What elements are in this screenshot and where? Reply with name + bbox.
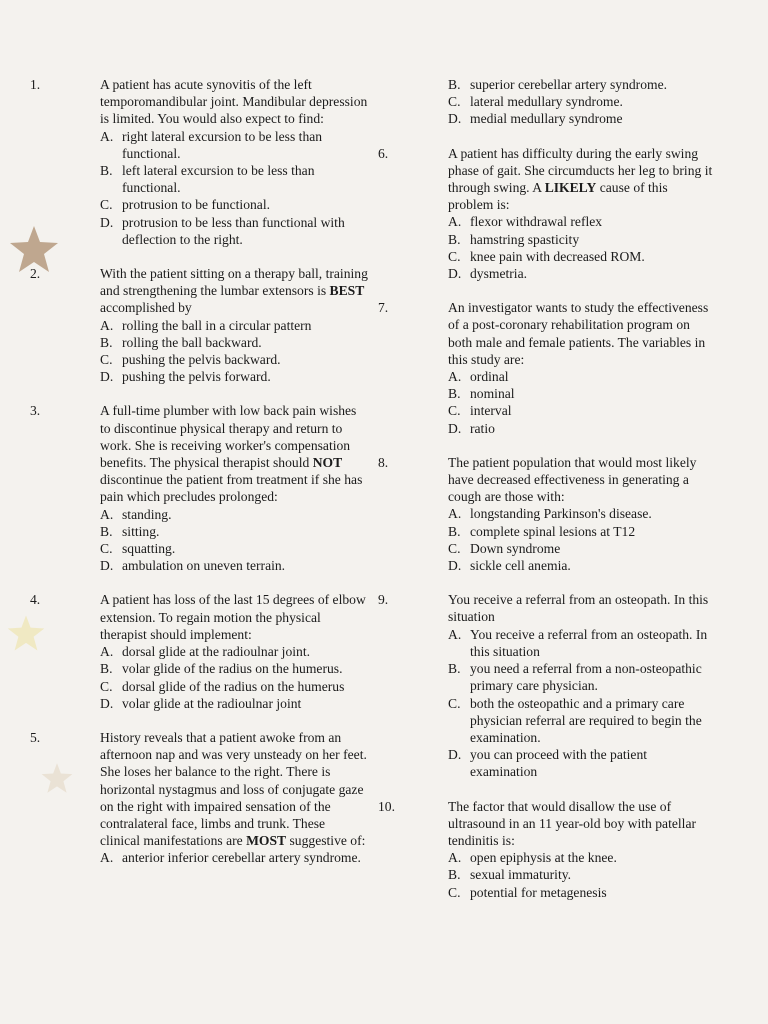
answer-option <box>100 506 368 523</box>
option-text: flexor withdrawal reflex <box>470 214 603 230</box>
answer-option <box>100 214 368 248</box>
option-text: dysmetria. <box>470 266 528 282</box>
answer-option <box>448 866 716 883</box>
answer-option <box>448 540 716 557</box>
answer-option <box>448 110 716 127</box>
left-column <box>30 76 368 884</box>
question-number: 1. <box>30 77 41 92</box>
stem-text: You receive a referral from an osteopath. In this situation <box>448 592 709 625</box>
option-letter: D. <box>448 111 462 127</box>
answer-option <box>100 162 368 196</box>
answer-option <box>448 76 716 93</box>
option-letter: C. <box>448 403 461 419</box>
question-1 <box>30 76 368 248</box>
option-text: Down syndrome <box>470 540 561 556</box>
option-letter: A. <box>448 626 462 642</box>
question-body <box>100 265 368 385</box>
question-7 <box>378 299 716 437</box>
option-text: volar glide at the radioulnar joint <box>122 695 302 711</box>
option-letter: B. <box>100 661 113 677</box>
question-4 <box>30 591 368 711</box>
question-2 <box>30 265 368 385</box>
option-text: pushing the pelvis forward. <box>122 369 271 385</box>
answer-option <box>448 695 716 747</box>
option-letter: D. <box>100 558 114 574</box>
question-stem <box>100 729 368 849</box>
question-body <box>100 729 368 867</box>
stem-text: cause of this problem is: <box>448 180 668 213</box>
answer-option <box>448 368 716 385</box>
stem-text: suggestive of: <box>286 833 366 849</box>
question-9 <box>378 591 716 780</box>
option-letter: D. <box>448 420 462 436</box>
option-text: squatting. <box>122 541 176 557</box>
option-text: ratio <box>470 420 495 436</box>
stem-text: accomplished by <box>100 300 192 316</box>
answer-option <box>448 884 716 901</box>
option-letter: D. <box>448 266 462 282</box>
question-5 <box>30 729 368 867</box>
option-letter: C. <box>448 248 461 264</box>
option-letter: B. <box>448 661 461 677</box>
stem-text: A full-time plumber with low back pain wishes to discontinue physical therapy and return to work. She is receiving worker's compensation benefits. The physical therapist should <box>100 403 357 471</box>
answer-option <box>100 351 368 368</box>
option-text: ordinal <box>470 369 509 385</box>
option-letter: D. <box>448 558 462 574</box>
emphasis-text: NOT <box>312 455 343 471</box>
option-text: potential for metagenesis <box>470 884 607 900</box>
question-body <box>448 798 716 901</box>
stem-text: With the patient sitting on a therapy ball, training and strengthening the lumbar extensors is <box>100 266 368 299</box>
option-text: pushing the pelvis backward. <box>122 352 281 368</box>
question-number: 8. <box>378 454 389 470</box>
question-stem <box>448 591 716 625</box>
answer-option <box>100 849 368 866</box>
answer-option <box>448 660 716 694</box>
option-letter: A. <box>100 644 114 660</box>
option-text: sitting. <box>122 523 160 539</box>
answer-option <box>448 420 716 437</box>
answer-option <box>448 213 716 230</box>
question-body <box>100 591 368 711</box>
answer-option <box>100 334 368 351</box>
stem-text: The factor that would disallow the use of ultrasound in an 11 year-old boy with patellar tendinitis is: <box>448 798 696 848</box>
option-letter: D. <box>100 695 114 711</box>
option-text: right lateral excursion to be less than functional. <box>122 128 323 161</box>
answer-option <box>100 523 368 540</box>
answer-option <box>100 557 368 574</box>
option-letter: D. <box>100 214 114 230</box>
option-letter: B. <box>448 523 461 539</box>
answer-option <box>448 505 716 522</box>
option-text: You receive a referral from an osteopath. In this situation <box>470 626 708 659</box>
option-text: sickle cell anemia. <box>470 558 571 574</box>
option-text: hamstring spasticity <box>470 231 580 247</box>
option-text: rolling the ball backward. <box>122 334 262 350</box>
answer-option <box>100 540 368 557</box>
question-body <box>448 145 716 283</box>
answer-option <box>448 746 716 780</box>
question-stem <box>448 299 716 368</box>
question-number: 10. <box>378 798 395 814</box>
option-letter: B. <box>448 77 461 92</box>
answer-option <box>448 248 716 265</box>
option-letter: B. <box>100 523 113 539</box>
option-letter: C. <box>448 540 461 556</box>
answer-option <box>100 128 368 162</box>
answer-option <box>448 523 716 540</box>
emphasis-text: BEST <box>329 283 365 299</box>
stem-text: History reveals that a patient awoke from an afternoon nap and was very unsteady on her feet. She loses her balance to the right. There is horizontal nystagmus and loss of conjugate gaze on the right with impaired sensation of the contralateral face, limbs and trunk. These clinical manifestations are <box>100 729 367 849</box>
option-letter: C. <box>448 94 461 110</box>
option-text: lateral medullary syndrome. <box>470 94 623 110</box>
option-letter: B. <box>448 386 461 402</box>
question-body <box>448 591 716 780</box>
option-letter: B. <box>448 867 461 883</box>
answer-option <box>448 849 716 866</box>
question-number: 7. <box>378 300 389 316</box>
answer-option <box>448 231 716 248</box>
question-stem <box>448 145 716 214</box>
option-text: sexual immaturity. <box>470 867 572 883</box>
option-text: medial medullary syndrome <box>470 111 623 127</box>
option-letter: C. <box>100 197 113 213</box>
option-text: both the osteopathic and a primary care physician referral are required to begin the examination. <box>470 695 702 745</box>
option-letter: A. <box>448 369 462 385</box>
answer-option <box>100 660 368 677</box>
question-6 <box>378 145 716 283</box>
question-10 <box>378 798 716 901</box>
answer-option <box>448 93 716 110</box>
question-stem <box>448 454 716 506</box>
stem-text: discontinue the patient from treatment if she has pain which precludes prolonged: <box>100 472 363 505</box>
question-number: 5. <box>30 729 41 745</box>
option-text: left lateral excursion to be less than functional. <box>122 163 315 196</box>
option-letter: A. <box>100 128 114 144</box>
option-text: rolling the ball in a circular pattern <box>122 317 312 333</box>
option-letter: C. <box>448 884 461 900</box>
option-letter: A. <box>448 850 462 866</box>
question-3 <box>30 402 368 574</box>
stem-text: A patient has loss of the last 15 degrees of elbow extension. To regain motion the physical therapist should implement: <box>100 592 366 642</box>
question-5-continuation <box>378 76 716 128</box>
answer-option <box>100 368 368 385</box>
option-letter: D. <box>100 369 114 385</box>
question-number: 2. <box>30 266 41 282</box>
option-text: longstanding Parkinson's disease. <box>470 506 652 522</box>
right-column <box>378 76 716 918</box>
answer-option <box>100 643 368 660</box>
question-stem <box>100 591 368 643</box>
question-stem <box>100 402 368 505</box>
option-text: complete spinal lesions at T12 <box>470 523 636 539</box>
answer-option <box>100 678 368 695</box>
option-text: open epiphysis at the knee. <box>470 850 617 866</box>
emphasis-text: MOST <box>246 833 287 849</box>
option-text: anterior inferior cerebellar artery syndrome. <box>122 850 361 866</box>
stem-text: The patient population that would most likely have decreased effectiveness in generating a cough are those with: <box>448 454 697 505</box>
option-text: you need a referral from a non-osteopathic primary care physician. <box>470 661 702 694</box>
option-text: protrusion to be functional. <box>122 197 270 213</box>
question-number: 4. <box>30 592 41 608</box>
question-stem <box>100 76 368 128</box>
question-number: 3. <box>30 403 41 419</box>
option-text: dorsal glide of the radius on the humerus <box>122 678 345 694</box>
option-text: you can proceed with the patient examination <box>470 747 648 780</box>
answer-option <box>100 196 368 213</box>
option-letter: C. <box>100 678 113 694</box>
stem-text: An investigator wants to study the effectiveness of a post-coronary rehabilitation program on both male and female patients. The variables in this study are: <box>448 300 709 367</box>
answer-option <box>100 695 368 712</box>
stem-text: A patient has acute synovitis of the left temporomandibular joint. Mandibular depression is limited. You would also expect to find: <box>100 77 368 127</box>
question-body <box>448 76 716 128</box>
option-letter: C. <box>100 541 113 557</box>
question-body <box>100 76 368 248</box>
option-letter: A. <box>100 850 114 866</box>
option-letter: C. <box>448 695 461 711</box>
option-text: knee pain with decreased ROM. <box>470 248 645 264</box>
answer-option <box>448 626 716 660</box>
option-text: volar glide of the radius on the humerus. <box>122 661 343 677</box>
option-text: superior cerebellar artery syndrome. <box>470 77 668 92</box>
answer-option <box>100 317 368 334</box>
option-text: nominal <box>470 386 515 402</box>
question-8 <box>378 454 716 574</box>
answer-option <box>448 385 716 402</box>
option-letter: D. <box>448 747 462 763</box>
emphasis-text: LIKELY <box>544 180 597 196</box>
option-text: protrusion to be less than functional with deflection to the right. <box>122 214 345 247</box>
answer-option <box>448 557 716 574</box>
question-number: 6. <box>378 145 389 161</box>
stem-text: A patient has difficulty during the early swing phase of gait. She circumducts her leg to bring it through swing. A <box>448 145 713 196</box>
option-letter: A. <box>448 214 462 230</box>
option-letter: B. <box>100 163 113 179</box>
question-body <box>100 402 368 574</box>
option-text: ambulation on uneven terrain. <box>122 558 286 574</box>
option-letter: A. <box>100 317 114 333</box>
question-number: 9. <box>378 592 389 608</box>
option-text: interval <box>470 403 512 419</box>
option-letter: B. <box>448 231 461 247</box>
question-stem <box>100 265 368 317</box>
option-letter: A. <box>448 506 462 522</box>
question-body <box>448 454 716 574</box>
option-text: dorsal glide at the radioulnar joint. <box>122 644 310 660</box>
option-letter: A. <box>100 506 114 522</box>
option-text: standing. <box>122 506 172 522</box>
question-stem <box>448 798 716 850</box>
answer-option <box>448 402 716 419</box>
option-letter: C. <box>100 352 113 368</box>
option-letter: B. <box>100 334 113 350</box>
question-body <box>448 299 716 437</box>
answer-option <box>448 265 716 282</box>
